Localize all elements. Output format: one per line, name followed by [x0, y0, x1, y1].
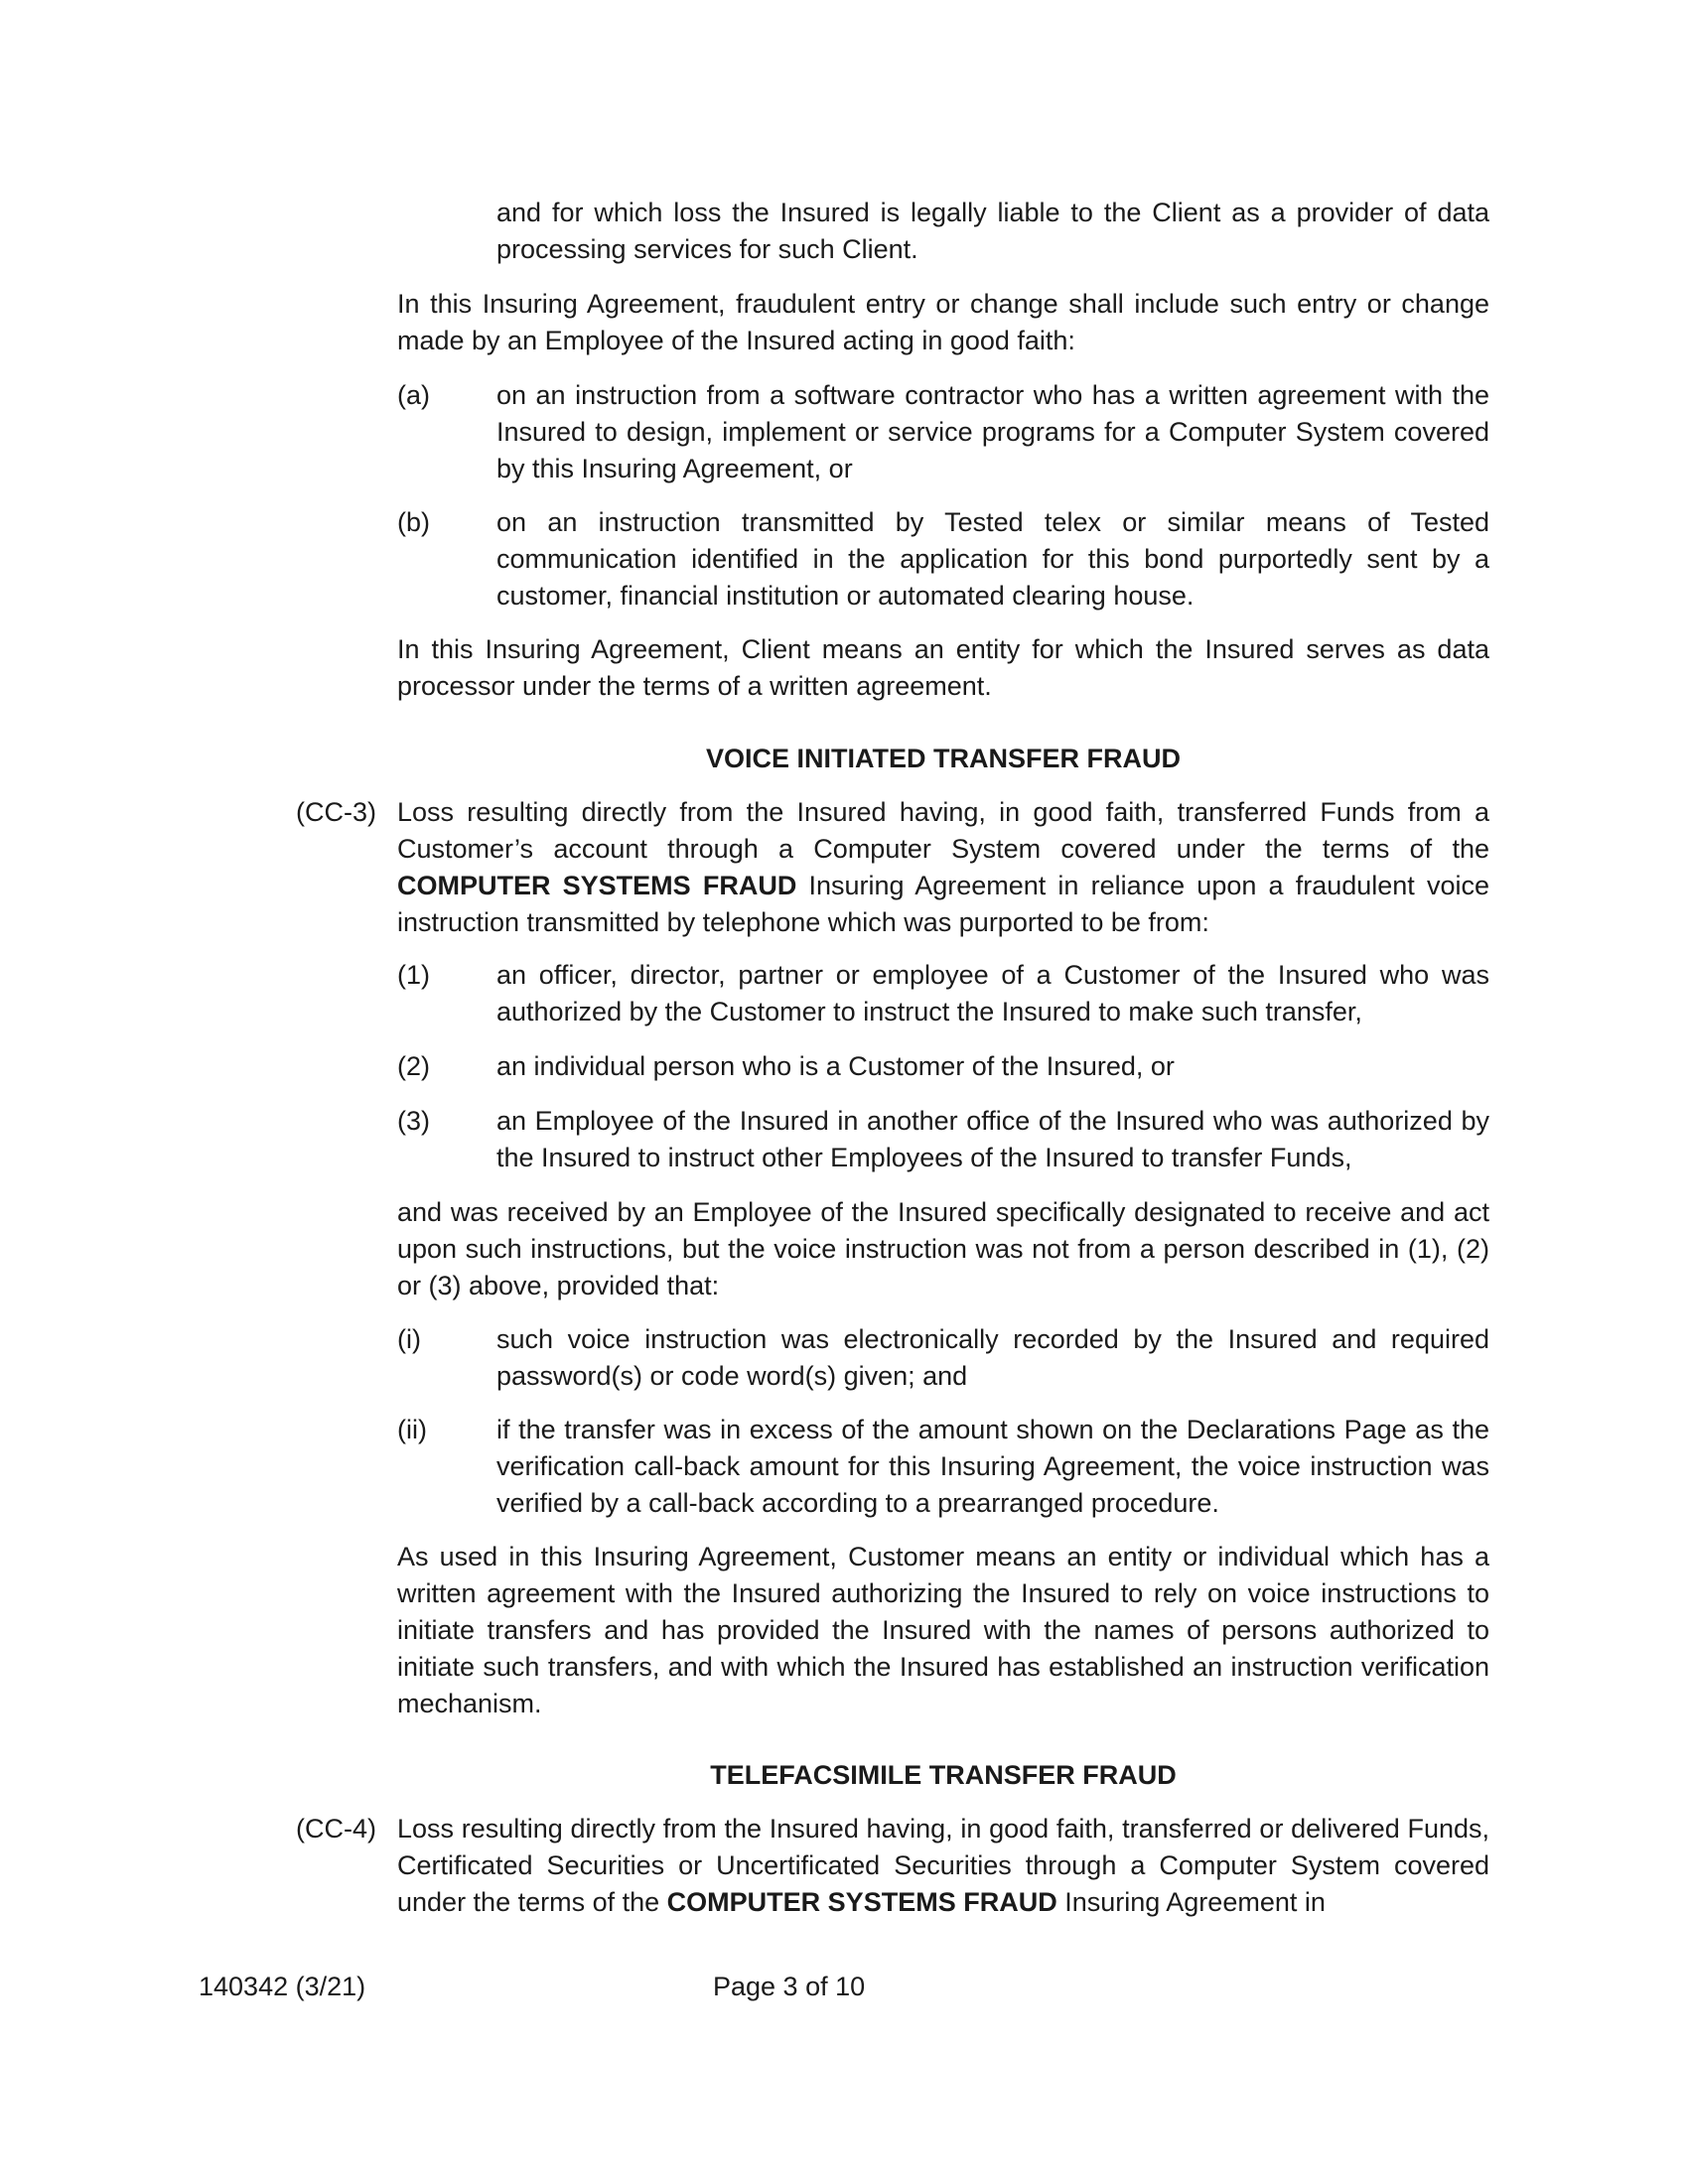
footer-form-number: 140342 (3/21): [199, 1972, 366, 2001]
section-heading-telefax: TELEFACSIMILE TRANSFER FRAUD: [710, 1760, 1177, 1790]
customer-definition-paragraph: As used in this Insuring Agreement, Customer means an entity or individual which has a written agreement with the Insured authorizing the Insured to rely on voice instructions to initiate transfers and has provided the Insured with the names of persons authorized to initiate such transfers, and with which the Insured has established an instruction verification mechanism.: [397, 1542, 1489, 1718]
list-marker-3: (3): [397, 1106, 430, 1136]
cc3-lead-paragraph: [397, 794, 1489, 941]
cc4-lead-text-b: Insuring Agreement in: [1064, 1887, 1326, 1917]
cc3-lead-bold: COMPUTER SYSTEMS FRAUD: [397, 871, 797, 900]
list-marker-a: (a): [397, 380, 430, 410]
list-marker-2: (2): [397, 1051, 430, 1081]
continuation-paragraph: and for which loss the Insured is legally liable to the Client as a provider of data processing services for such Client.: [496, 198, 1489, 264]
cc3-lead-text-a: Loss resulting directly from the Insured having, in good faith, transferred Funds from a Customer’s account through a Computer System covered under the terms of the: [397, 797, 1489, 864]
clause-marker-cc3: (CC-3): [296, 797, 376, 827]
list-item-1: an officer, director, partner or employee of a Customer of the Insured who was authorized by the Customer to instruct the Insured to make such transfer,: [496, 960, 1489, 1026]
condition-item-i: such voice instruction was electronically recorded by the Insured and required password(s) or code word(s) given; and: [496, 1324, 1489, 1391]
section-heading-voice: VOICE INITIATED TRANSFER FRAUD: [706, 744, 1181, 773]
clause-marker-cc4: (CC-4): [296, 1814, 376, 1843]
condition-marker-i: (i): [397, 1324, 421, 1354]
condition-item-ii: if the transfer was in excess of the amount shown on the Declarations Page as the verification call-back amount for this Insuring Agreement, the voice instruction was verified by a call-back according to a prearranged procedure.: [496, 1415, 1489, 1518]
list-item-3: an Employee of the Insured in another office of the Insured who was authorized by the Insured to instruct other Employees of the Insured to transfer Funds,: [496, 1106, 1489, 1172]
received-paragraph: and was received by an Employee of the Insured specifically designated to receive and act upon such instructions, but the voice instruction was not from a person described in (1), (2) or (3) above, provided that:: [397, 1197, 1489, 1300]
list-item-b: on an instruction transmitted by Tested telex or similar means of Tested communication identified in the application for this bond purportedly sent by a customer, financial institution or automated clearing house.: [496, 507, 1489, 611]
footer-page-number: Page 3 of 10: [713, 1972, 866, 2001]
cc3-lead-text-b: Insuring Agreement in reliance upon a fraudulent voice instruction transmitted by telephone which was purported to be from:: [397, 871, 1489, 937]
fraudulent-entry-paragraph: In this Insuring Agreement, fraudulent entry or change shall include such entry or change made by an Employee of the Insured acting in good faith:: [397, 289, 1489, 355]
list-marker-b: (b): [397, 507, 430, 537]
client-definition-paragraph: In this Insuring Agreement, Client means an entity for which the Insured serves as data processor under the terms of a written agreement.: [397, 634, 1489, 701]
list-marker-1: (1): [397, 960, 430, 990]
condition-marker-ii: (ii): [397, 1415, 427, 1444]
cc4-lead-text-a: Loss resulting directly from the Insured having, in good faith, transferred or delivered Funds, Certificated Securities or Uncertificated Securities through a Computer System covered under the terms of the: [397, 1814, 1489, 1917]
cc4-lead-paragraph: [397, 1811, 1489, 1921]
list-item-a: on an instruction from a software contractor who has a written agreement with the Insured to design, implement or service programs for a Computer System covered by this Insuring Agreement, or: [496, 380, 1489, 483]
list-item-2: an individual person who is a Customer of the Insured, or: [496, 1051, 1175, 1081]
cc4-lead-bold: COMPUTER SYSTEMS FRAUD: [666, 1887, 1057, 1917]
